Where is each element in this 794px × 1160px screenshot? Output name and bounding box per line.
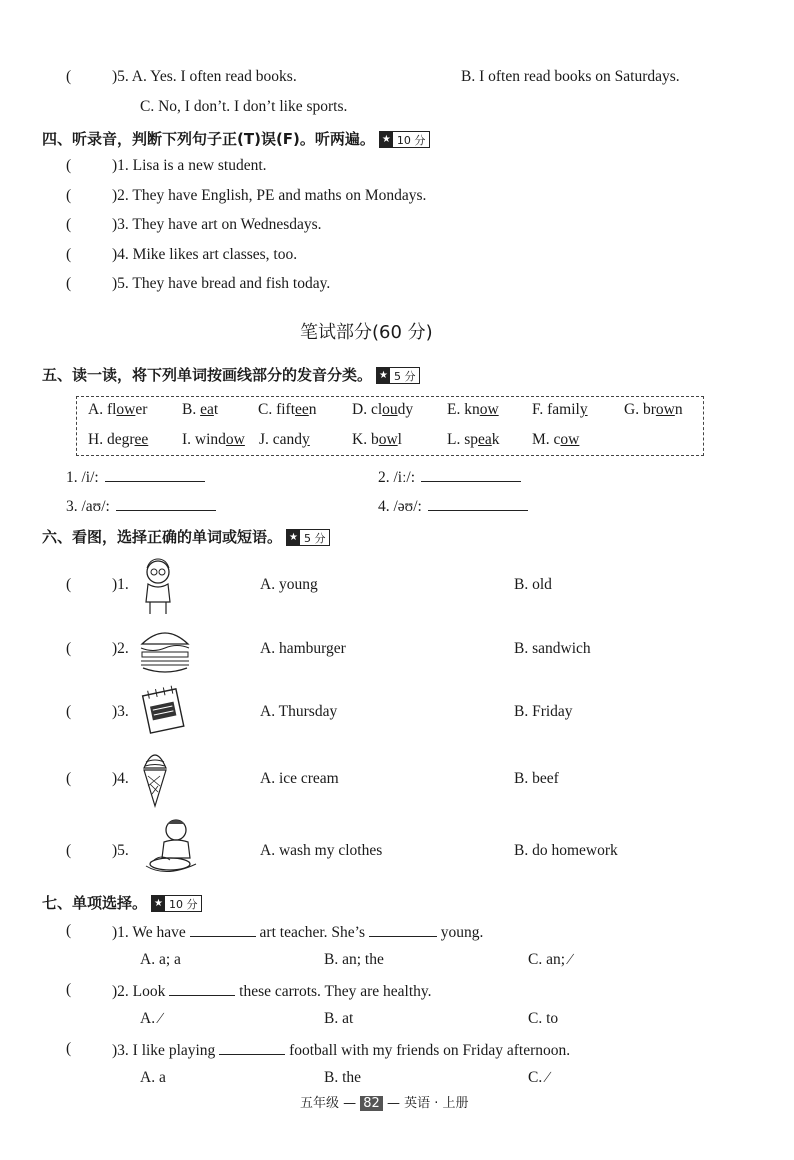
- option-c: C. No, I don’t. I don’t like sports.: [140, 98, 348, 115]
- underlined-sound: ow: [479, 401, 499, 418]
- section-title-text: 七、单项选择。: [42, 894, 148, 912]
- word-option: F. family: [532, 401, 588, 418]
- answer-line: [66, 467, 205, 487]
- calendar-icon: [138, 684, 188, 736]
- question-number: )3.: [112, 703, 129, 720]
- option-a: A. ∕: [140, 1010, 162, 1027]
- statement-text: )3. They have art on Wednesdays.: [112, 216, 322, 233]
- underlined-sound: ea: [478, 431, 492, 448]
- option-b: B. sandwich: [514, 640, 591, 657]
- answer-blank[interactable]: [428, 496, 528, 511]
- answer-paren[interactable]: (: [66, 68, 72, 85]
- answer-paren[interactable]: (: [66, 1040, 72, 1057]
- hamburger-icon: [138, 624, 192, 674]
- answer-line: [378, 496, 528, 516]
- question-number: )1.: [112, 576, 129, 593]
- option-a: A. a; a: [140, 951, 181, 968]
- answer-paren[interactable]: (: [66, 275, 72, 292]
- star-icon: ★: [289, 532, 298, 543]
- underlined-sound: ou: [382, 401, 398, 418]
- statement-text: )1. Lisa is a new student.: [112, 157, 267, 174]
- page-footer: [300, 1092, 469, 1111]
- underlined-sound: ee: [295, 401, 309, 418]
- option-b: B. beef: [514, 770, 559, 787]
- answer-line: [66, 496, 216, 516]
- answer-paren[interactable]: (: [66, 576, 72, 593]
- answer-paren[interactable]: (: [66, 187, 72, 204]
- sound-label: 1. /i/:: [66, 469, 99, 486]
- fill-blank[interactable]: [219, 1040, 285, 1055]
- word-option: A. flower: [88, 401, 148, 418]
- answer-paren[interactable]: (: [66, 770, 72, 787]
- question-number: )2.: [112, 640, 129, 657]
- score-badge: [286, 529, 330, 546]
- statement-text: )5. They have bread and fish today.: [112, 275, 331, 292]
- fill-blank[interactable]: [169, 981, 235, 996]
- fill-blank[interactable]: [190, 922, 256, 937]
- option-c: C. an; ∕: [528, 951, 572, 968]
- score-badge: [379, 131, 430, 148]
- question-number: )5.: [112, 842, 129, 859]
- option-a: A. wash my clothes: [260, 842, 383, 859]
- word-option: K. bowl: [352, 431, 402, 448]
- section-5-title: [42, 364, 420, 385]
- word-option: L. speak: [447, 431, 500, 448]
- answer-paren[interactable]: (: [66, 842, 72, 859]
- statement-text: )4. Mike likes art classes, too.: [112, 246, 298, 263]
- page-number: 82: [360, 1096, 383, 1111]
- option-b: B. an; the: [324, 951, 384, 968]
- option-a: A. ice cream: [260, 770, 339, 787]
- score-badge: [151, 895, 202, 912]
- underlined-sound: ow: [560, 431, 580, 448]
- answer-blank[interactable]: [116, 496, 216, 511]
- question-text: )3. I like playing football with my friends on Friday afternoon.: [112, 1042, 571, 1059]
- option-c: C. ∕: [528, 1069, 549, 1086]
- option-b: B. old: [514, 576, 552, 593]
- written-part-title: 笔试部分(60 分): [300, 322, 433, 343]
- answer-paren[interactable]: (: [66, 703, 72, 720]
- answer-paren[interactable]: (: [66, 246, 72, 263]
- option-c: C. to: [528, 1010, 559, 1027]
- word-option: H. degree: [88, 431, 149, 448]
- question-text: )2. Look these carrots. They are healthy.: [112, 983, 432, 1000]
- ice-cream-icon: [140, 746, 170, 808]
- answer-paren[interactable]: (: [66, 216, 72, 233]
- underlined-sound: ow: [225, 431, 245, 448]
- option-a: A. young: [260, 576, 318, 593]
- option-b: B. Friday: [514, 703, 573, 720]
- option-a: A. Thursday: [260, 703, 338, 720]
- underlined-sound: y: [302, 431, 310, 448]
- washing-clothes-icon: [140, 816, 208, 878]
- footer-grade: 五年级 —: [300, 1096, 357, 1111]
- option-a: A. hamburger: [260, 640, 346, 657]
- question-text: )1. We have art teacher. She’s young.: [112, 924, 484, 941]
- old-man-icon: [138, 556, 180, 616]
- star-icon: ★: [379, 370, 388, 381]
- score-text: 10 分: [396, 133, 426, 147]
- option-b: B. do homework: [514, 842, 618, 859]
- word-option: E. know: [447, 401, 499, 418]
- section-title-text: 四、听录音，判断下列句子正(T)误(F)。听两遍。: [42, 130, 375, 148]
- answer-line: [378, 467, 521, 487]
- section-7-title: [42, 892, 202, 913]
- underlined-sound: ea: [200, 401, 214, 418]
- option-b: B. I often read books on Saturdays.: [461, 68, 680, 85]
- answer-paren[interactable]: (: [66, 981, 72, 998]
- sound-label: 3. /aʊ/:: [66, 498, 110, 515]
- option-b: B. at: [324, 1010, 354, 1027]
- word-option: G. brown: [624, 401, 683, 418]
- section-4-title: [42, 128, 430, 149]
- section-6-title: [42, 526, 330, 547]
- answer-paren[interactable]: (: [66, 640, 72, 657]
- answer-paren[interactable]: (: [66, 157, 72, 174]
- option-a: A. a: [140, 1069, 166, 1086]
- option-b: B. the: [324, 1069, 362, 1086]
- underlined-sound: ow: [378, 431, 398, 448]
- score-text: 5 分: [393, 369, 416, 383]
- score-text: 10 分: [168, 897, 198, 911]
- underlined-sound: ow: [655, 401, 675, 418]
- question-number: )4.: [112, 770, 129, 787]
- sound-label: 2. /iː/:: [378, 469, 416, 486]
- underlined-sound: y: [579, 401, 588, 418]
- word-option: J. candy: [259, 431, 310, 448]
- underlined-sound: ee: [134, 431, 149, 448]
- word-option: D. cloudy: [352, 401, 414, 418]
- fill-blank[interactable]: [369, 922, 437, 937]
- word-option: C. fifteen: [258, 401, 317, 418]
- statement-text: )2. They have English, PE and maths on Mondays.: [112, 187, 427, 204]
- answer-blank[interactable]: [105, 467, 205, 482]
- word-option: B. eat: [182, 401, 219, 418]
- star-icon: ★: [381, 134, 391, 145]
- star-icon: ★: [154, 898, 163, 909]
- word-option: M. cow: [532, 431, 580, 448]
- footer-subject: — 英语 · 上册: [386, 1096, 469, 1111]
- section-title-text: 六、看图，选择正确的单词或短语。: [42, 528, 283, 546]
- word-option: I. window: [182, 431, 245, 448]
- score-text: 5 分: [303, 531, 326, 545]
- underlined-sound: ow: [116, 401, 136, 418]
- answer-paren[interactable]: (: [66, 922, 72, 939]
- question-text: )5. A. Yes. I often read books.: [112, 68, 297, 85]
- section-title-text: 五、读一读，将下列单词按画线部分的发音分类。: [42, 366, 373, 384]
- score-badge: [376, 367, 420, 384]
- sound-label: 4. /əʊ/:: [378, 498, 422, 515]
- answer-blank[interactable]: [421, 467, 521, 482]
